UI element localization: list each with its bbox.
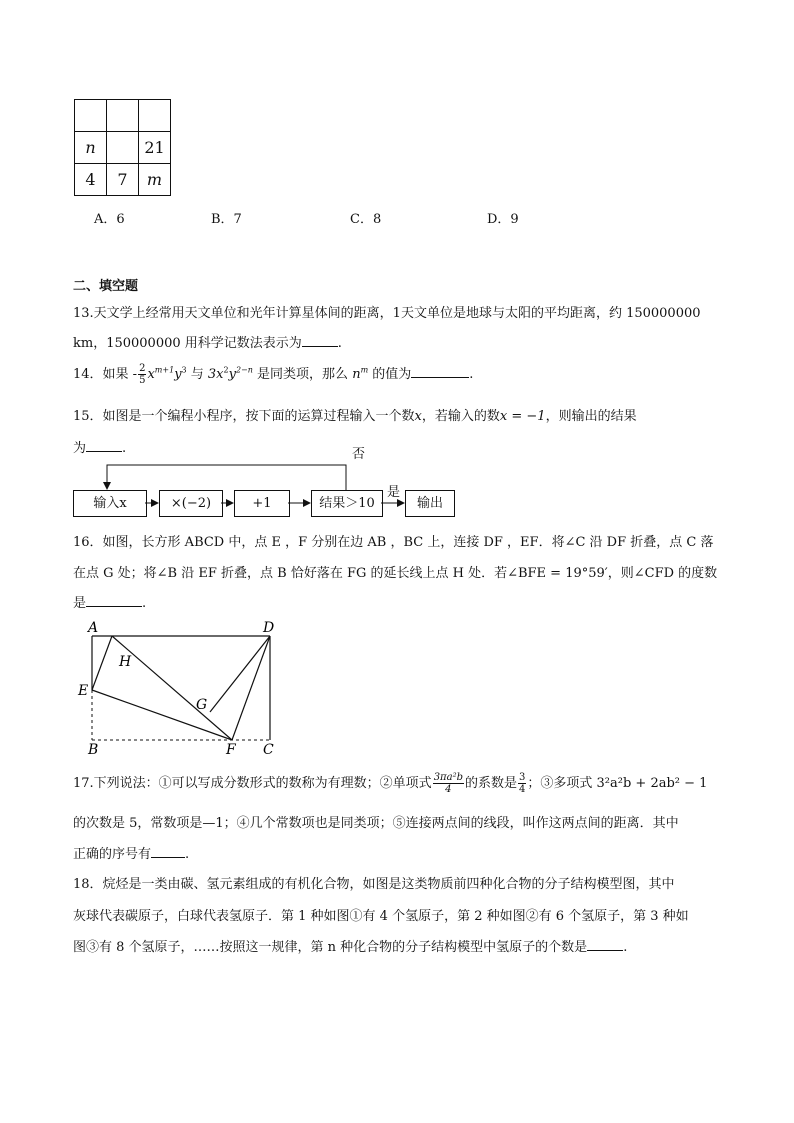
q15-text-b: ，若输入的数 (421, 409, 500, 424)
q18-line2: 灰球代表碳原子，白球代表氢原子．第 1 种如图①有 4 个氢原子，第 2 种如图②有 6 个氢原子，第 3 种如 (73, 909, 689, 924)
segment-DF (232, 636, 270, 740)
q14-term2-exp: 2 (223, 365, 229, 375)
q14-term2: 3x (207, 367, 224, 382)
answer-blank (587, 938, 623, 951)
q16-end: . (142, 596, 147, 611)
q14-term2b-exp: 2−n (235, 365, 253, 375)
fraction-numerator: 3πa²b (433, 772, 463, 783)
q14-mid: 与 (186, 367, 208, 382)
q17-part2: 的系数是 (465, 776, 518, 791)
q17-end: . (185, 847, 190, 862)
q17-coefficient (518, 772, 526, 795)
q17-line1 (73, 772, 707, 795)
q15-text-a: 15．如图是一个编程小程序，按下面的运算过程输入一个数 (73, 409, 415, 424)
q13-text: km，150000000 用科学记数法表示为 (73, 336, 302, 351)
flow-yes-label: 是 (387, 485, 401, 500)
q17-part3: ；③多项式 3²a²b + 2ab² − 1 (527, 776, 708, 791)
q18-text: 图③有 8 个氢原子，……按照这一规律，第 n 种化合物的分子结构模型中氢原子的个数是 (73, 940, 588, 955)
flow-add-label: +1 (252, 496, 272, 511)
q16-text: 是 (73, 596, 87, 611)
q14-term2b: y (228, 367, 236, 382)
fraction-denominator: 4 (445, 784, 452, 795)
q14-power: n (352, 367, 361, 382)
q14-suffix: 是同类项，那么 (252, 367, 353, 382)
q17-text: 正确的序号有 (73, 847, 152, 862)
grid-cell: n (75, 132, 107, 164)
q14-term1b-exp: 3 (181, 365, 187, 375)
section-title: 二、填空题 (73, 279, 139, 294)
q17-line2: 的次数是 5，常数项是—1；④几个常数项也是同类项；⑤连接两点间的线段，叫作这两点间的距离．其中 (73, 816, 679, 831)
label-A: A (88, 620, 99, 636)
segment-EH-top (92, 636, 112, 690)
label-C: C (263, 742, 274, 758)
q13-line1: 13.天文学上经常用天文单位和光年计算星体间的距离，1天文单位是地球与太阳的平均距离，约 150000000 (73, 306, 701, 321)
label-F: F (226, 742, 236, 758)
option-d: D．9 (487, 212, 519, 227)
q15-end: . (122, 441, 127, 456)
label-D: D (263, 620, 275, 636)
q15-text-d: 为 (73, 441, 87, 456)
q17-line3 (73, 843, 189, 862)
q14-term1: x (147, 367, 155, 382)
q18-end: . (623, 940, 628, 955)
label-B: B (88, 742, 99, 758)
option-c: C．8 (350, 212, 382, 227)
q14-power-exp: m (360, 365, 369, 375)
q13-end: . (337, 336, 342, 351)
q17-part1: 17.下列说法：①可以写成分数形式的数称为有理数；②单项式 (73, 776, 432, 791)
label-E: E (78, 683, 89, 699)
q16-line1: 16．如图，长方形 ABCD 中，点 E ，F 分别在边 AB ，BC 上，连接 DF ，EF．将∠C 沿 DF 折叠，点 C 落 (73, 535, 714, 550)
option-b: B．7 (211, 212, 242, 227)
grid-cell: 7 (107, 164, 139, 196)
grid-cell: 21 (139, 132, 171, 164)
fraction-numerator: 3 (519, 772, 526, 783)
q18-line3 (73, 936, 627, 955)
fraction-numerator: 2 (139, 363, 146, 374)
flow-multiply-label: ×(−2) (170, 496, 212, 511)
flow-check-label: 结果＞10 (319, 496, 375, 511)
grid-cell: m (139, 164, 171, 196)
flow-output-label: 输出 (416, 496, 443, 511)
fraction-denominator: 4 (519, 784, 526, 795)
q14-term1b: y (174, 367, 182, 382)
q16-line2: 在点 G 处；将∠B 沿 EF 折叠，点 B 恰好落在 FG 的延长线上点 H 处．若∠BFE = 19°59′，则∠CFD 的度数 (73, 566, 718, 581)
label-H: H (119, 654, 132, 670)
q18-line1: 18．烷烃是一类由碳、氢元素组成的有机化合物，如图是这类物质前四种化合物的分子结构模型图，其中 (73, 877, 675, 892)
option-a: A．6 (94, 212, 125, 227)
q15-text-c: ，则输出的结果 (545, 409, 637, 424)
q14-term1-exp: m+1 (154, 365, 175, 375)
answer-blank (151, 845, 185, 858)
q14-end: . (469, 367, 474, 382)
segment-HF (112, 636, 232, 740)
segment-EF (92, 690, 232, 740)
label-G: G (196, 697, 208, 713)
flow-no-label: 否 (352, 447, 366, 462)
q14-suffix2: 的值为 (368, 367, 412, 382)
flow-input-label: 输入x (93, 496, 127, 511)
q15-var: x (414, 409, 422, 424)
grid-cell: 4 (75, 164, 107, 196)
q17-monomial (433, 772, 464, 795)
segment-DG (210, 636, 270, 712)
q14-prefix: 14．如果 - (73, 367, 138, 382)
fraction-denominator: 5 (139, 375, 146, 386)
q15-cond: x = −1 (499, 409, 546, 424)
